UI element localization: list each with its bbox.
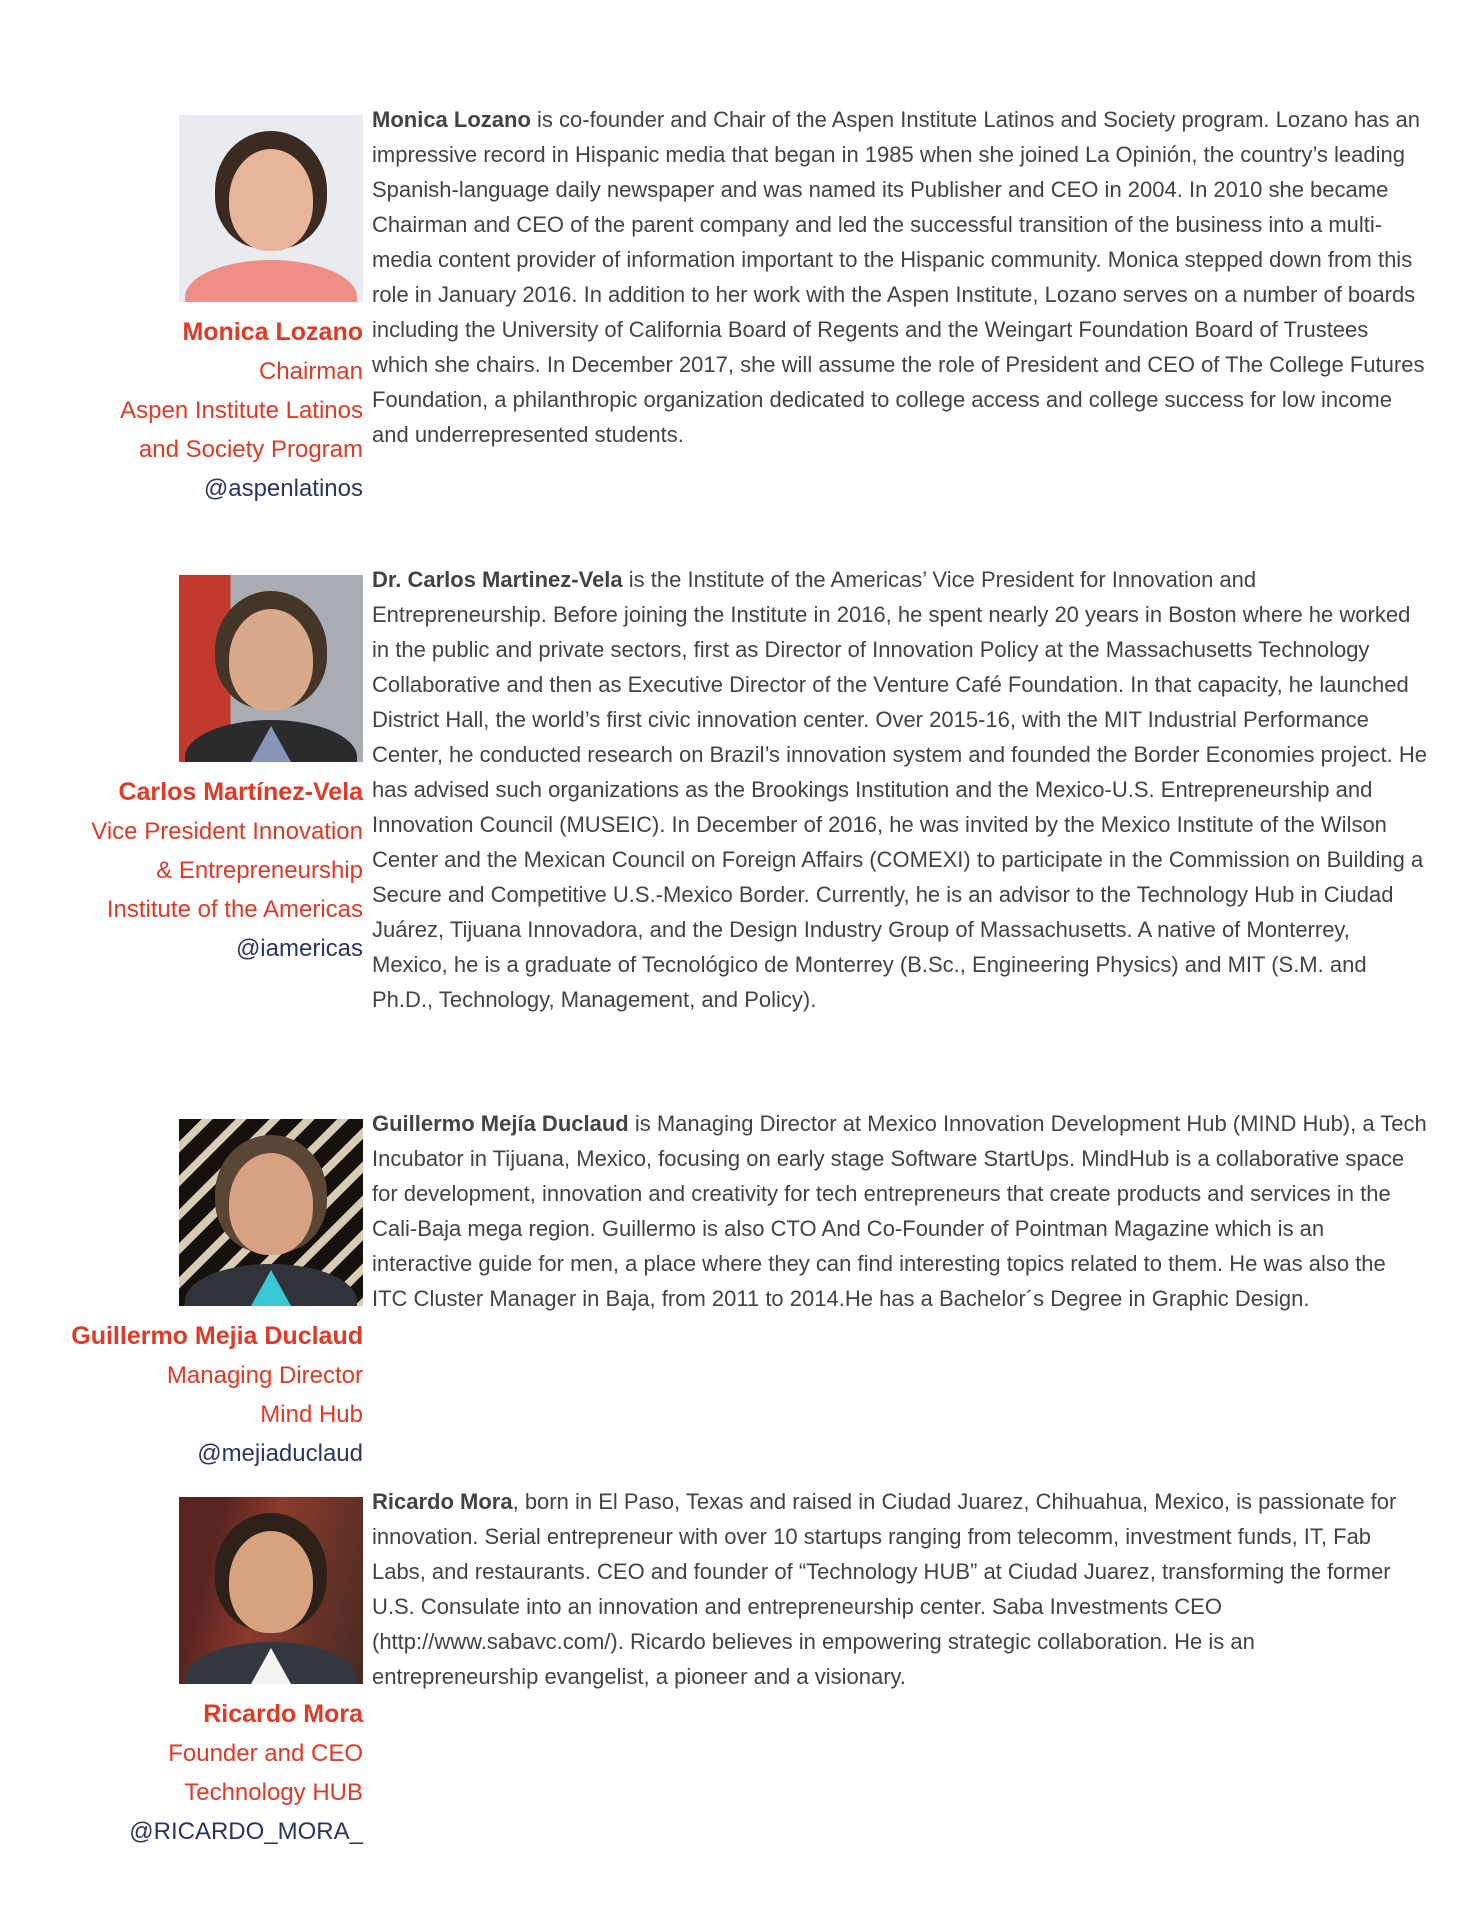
role-line: & Entrepreneurship bbox=[156, 857, 363, 884]
role-line: Chairman bbox=[258, 358, 363, 385]
role-line: Vice President Innovation bbox=[91, 818, 363, 845]
speaker-left-column bbox=[0, 1484, 363, 1851]
speaker-bio-column bbox=[372, 1484, 1427, 1694]
bio-text: , born in El Paso, Texas and raised in Ciudad Juarez, Chihuahua, Mexico, is passionate for innovation. Serial entrepreneur with over 10 startups ranging from telecomm, investment funds, IT, Fab Labs, and restaurants. CEO and founder of “Technology HUB” at Ciudad Juarez, transforming the former U.S. Consulate into an innovation and entrepreneurship center. Saba Investments CEO (http://www.sabavc.com/). Ricardo believes in empowering strategic collaboration. He is an entrepreneurship evangelist, a pioneer and a visionary. bbox=[372, 1489, 1397, 1689]
shirt-shape bbox=[251, 1270, 291, 1306]
role-lines bbox=[0, 1734, 363, 1812]
speaker-left-column bbox=[0, 1106, 363, 1473]
shirt-shape bbox=[251, 726, 291, 762]
bio-lead-name: Ricardo Mora bbox=[372, 1489, 513, 1514]
person-name: Ricardo Mora bbox=[203, 1700, 363, 1728]
bio-text: is the Institute of the Americas’ Vice President for Innovation and Entrepreneurship. Before joining the Institute in 2016, he spent nearly 20 years in Boston where he worked in the public and private sectors, first as Director of Innovation Policy at the Massachusetts Technology Collaborative and then as Executive Director of the Venture Café Foundation. In that capacity, he launched District Hall, the world’s first civic innovation center. Over 2015-16, with the MIT Industrial Performance Center, he conducted research on Brazil’s innovation system and founded the Border Economies project. He has advised such organizations as the Brookings Institution and the Mexico-U.S. Entrepreneurship and Innovation Council (MUSEIC). In December of 2016, he was invited by the Mexico Institute of the Wilson Center and the Mexican Council on Foreign Affairs (COMEXI) to participate in the Commission on Building a Secure and Competitive U.S.-Mexico Border. Currently, he is an advisor to the Technology Hub in Ciudad Juárez, Tijuana Innovadora, and the Design Industry Group of Massachusetts. A native of Monterrey, Mexico, he is a graduate of Tecnológico de Monterrey (B.Sc., Engineering Physics) and MIT (S.M. and Ph.D., Technology, Management, and Policy). bbox=[372, 567, 1427, 1012]
bio-lead-name: Monica Lozano bbox=[372, 107, 531, 132]
bio-paragraph bbox=[372, 1106, 1427, 1316]
bio-paragraph bbox=[372, 102, 1427, 452]
speaker-left-column bbox=[0, 102, 363, 508]
twitter-handle: @iamericas bbox=[235, 935, 363, 962]
bio-text: is co-founder and Chair of the Aspen Institute Latinos and Society program. Lozano has an impressive record in Hispanic media that began in 1985 when she joined La Opinión, the country’s leading Spanish-language daily newspaper and was named its Publisher and CEO in 2004. In 2010 she became Chairman and CEO of the parent company and led the successful transition of the business into a multi-media content provider of information important to the Hispanic community. Monica stepped down from this role in January 2016. In addition to her work with the Aspen Institute, Lozano serves on a number of boards including the University of California Board of Regents and the Weingart Foundation Board of Trustees which she chairs. In December 2017, she will assume the role of President and CEO of The College Futures Foundation, a philanthropic organization dedicated to college access and college success for low income and underrepresented students. bbox=[372, 107, 1425, 447]
head-shape bbox=[229, 609, 313, 711]
role-lines bbox=[0, 1356, 363, 1434]
role-line: Aspen Institute Latinos bbox=[120, 397, 363, 424]
role-line: Founder and CEO bbox=[168, 1740, 363, 1767]
speaker-bio-column bbox=[372, 562, 1427, 1017]
twitter-handle: @mejiaduclaud bbox=[197, 1440, 363, 1467]
person-name: Guillermo Mejia Duclaud bbox=[71, 1322, 363, 1350]
head-shape bbox=[229, 149, 313, 251]
speaker-bio-column bbox=[372, 102, 1427, 452]
role-line: Managing Director bbox=[166, 1362, 363, 1389]
person-name: Monica Lozano bbox=[182, 318, 363, 346]
shirt-shape bbox=[251, 266, 291, 302]
speaker-bio-column bbox=[372, 1106, 1427, 1316]
role-line: Institute of the Americas bbox=[106, 896, 363, 923]
twitter-handle: @aspenlatinos bbox=[203, 475, 363, 502]
role-line: and Society Program bbox=[138, 436, 363, 463]
bio-paragraph bbox=[372, 1484, 1427, 1694]
headshot-photo bbox=[179, 115, 363, 302]
headshot-photo bbox=[179, 575, 363, 762]
role-line: Technology HUB bbox=[184, 1779, 363, 1806]
role-lines bbox=[0, 812, 363, 929]
bio-text: is Managing Director at Mexico Innovation Development Hub (MIND Hub), a Tech Incubator in Tijuana, Mexico, focusing on early stage Software StartUps. MindHub is a collaborative space for development, innovation and creativity for tech entrepreneurs that create products and services in the Cali-Baja mega region. Guillermo is also CTO And Co-Founder of Pointman Magazine which is an interactive guide for men, a place where they can find interesting topics related to them. He was also the ITC Cluster Manager in Baja, from 2011 to 2014.He has a Bachelor´s Degree in Graphic Design. bbox=[372, 1111, 1427, 1311]
person-name: Carlos Martínez-Vela bbox=[118, 778, 363, 806]
headshot-photo bbox=[179, 1119, 363, 1306]
head-shape bbox=[229, 1531, 313, 1633]
bio-lead-name: Guillermo Mejía Duclaud bbox=[372, 1111, 629, 1136]
bio-paragraph bbox=[372, 562, 1427, 1017]
speaker-left-column bbox=[0, 562, 363, 968]
twitter-handle: @RICARDO_MORA_ bbox=[129, 1818, 363, 1845]
bio-lead-name: Dr. Carlos Martinez-Vela bbox=[372, 567, 623, 592]
role-line: Mind Hub bbox=[260, 1401, 363, 1428]
shirt-shape bbox=[251, 1648, 291, 1684]
head-shape bbox=[229, 1153, 313, 1255]
role-lines bbox=[0, 352, 363, 469]
headshot-photo bbox=[179, 1497, 363, 1684]
